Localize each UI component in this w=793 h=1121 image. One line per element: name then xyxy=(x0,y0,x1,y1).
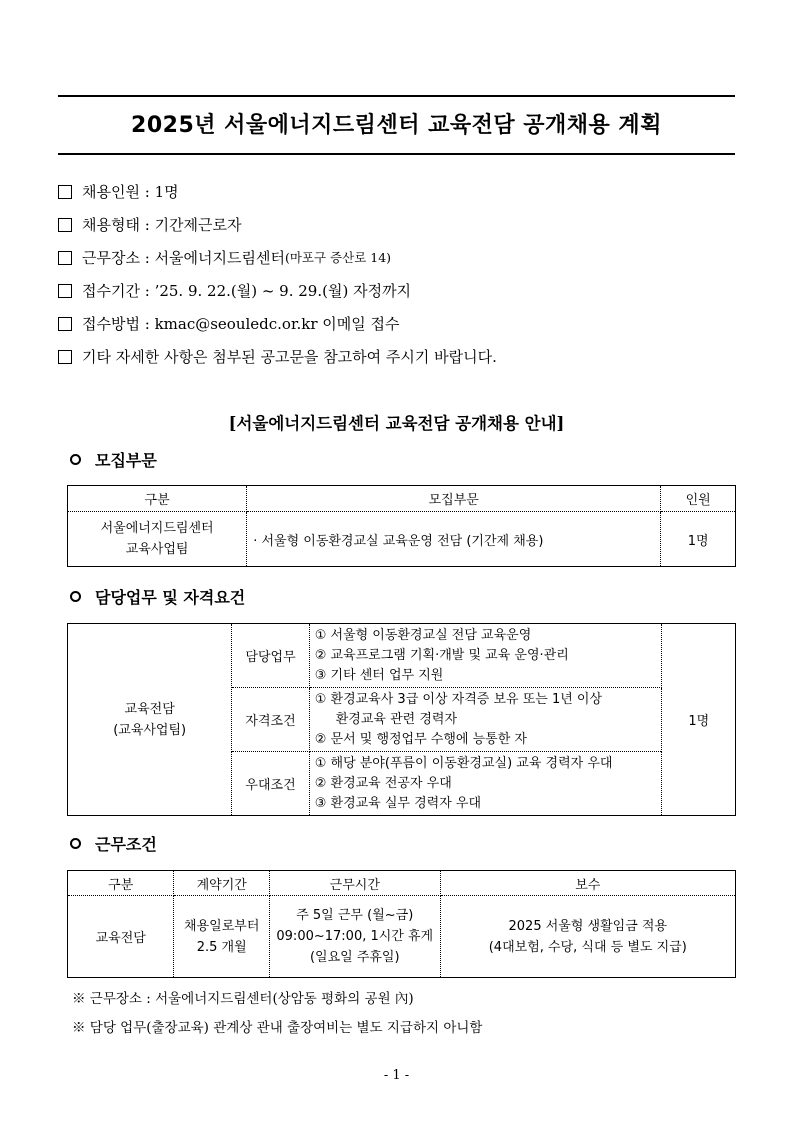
duty-line: ③ 기타 센터 업무 지원 xyxy=(314,667,444,683)
duty-line: ② 교육프로그램 기획·개발 및 교육 운영·관리 xyxy=(314,647,569,663)
group-lines-cell xyxy=(309,688,662,752)
group-label-cell: 담당업무 xyxy=(232,624,309,688)
section-heading-text: 모집부문 xyxy=(95,451,157,470)
recruitment-table xyxy=(67,485,736,567)
checkbox-square-icon xyxy=(58,185,72,199)
pay-line: (4대보험, 수당, 식대 등 별도 지급) xyxy=(488,939,687,955)
preference-line: ① 해당 분야(푸름이 이동환경교실) 교육 경력자 우대 xyxy=(314,755,613,771)
table-header-row xyxy=(68,871,736,896)
table-row xyxy=(68,624,736,688)
hours-line: 주 5일 근무 (월~금) xyxy=(296,908,414,923)
summary-label: 채용형태 xyxy=(82,215,140,234)
period-line: 2.5 개월 xyxy=(196,939,247,955)
work-conditions-table xyxy=(67,870,736,978)
summary-list xyxy=(58,175,738,373)
hours-cell xyxy=(270,896,441,978)
header-cell: 계약기간 xyxy=(174,871,270,896)
section-heading-text: 근무조건 xyxy=(95,835,157,854)
table-header-row xyxy=(68,486,736,512)
field-cell: · 서울형 이동환경교실 교육운영 전담 (기간제 채용) xyxy=(247,512,661,567)
hours-line: (일요일 주휴일) xyxy=(309,950,400,965)
summary-label: 접수기간 xyxy=(82,281,140,300)
summary-value: 서울에너지드림센터 xyxy=(154,248,285,267)
qualification-line: 환경교육 관련 경력자 xyxy=(335,711,458,727)
count-cell: 1명 xyxy=(661,512,736,567)
summary-label: 근무장소 xyxy=(82,248,140,267)
summary-value: 1명 xyxy=(154,182,179,201)
table-row xyxy=(68,896,736,978)
summary-item-headcount: 채용인원 : 1명 xyxy=(58,175,738,208)
period-line: 채용일로부터 xyxy=(184,918,260,934)
header-cell: 근무시간 xyxy=(270,871,441,896)
title-bottom-rule xyxy=(58,153,735,155)
duties-table xyxy=(67,623,736,816)
checkbox-square-icon xyxy=(58,284,72,298)
section-heading-duties xyxy=(70,585,245,608)
section-heading-text: 담당업무 및 자격요건 xyxy=(95,588,246,607)
duty-line: ① 서울형 이동환경교실 전담 교육운영 xyxy=(314,627,532,643)
notice-title: [서울에너지드림센터 교육전담 공개채용 안내] xyxy=(228,414,565,433)
position-line: (교육사업팀) xyxy=(113,722,187,738)
header-cell: 보수 xyxy=(440,871,735,896)
summary-note: (마포구 증산로 14) xyxy=(284,249,392,265)
section-heading-recruitment xyxy=(70,448,157,471)
division-cell xyxy=(68,512,247,567)
summary-item-application-period: 접수기간 : ’25. 9. 22.(월) ~ 9. 29.(월) 자정까지 xyxy=(58,274,738,307)
circle-bullet-icon xyxy=(70,591,81,602)
pay-cell xyxy=(440,896,735,978)
summary-item-other xyxy=(58,340,738,373)
summary-value: ’25. 9. 22.(월) ~ 9. 29.(월) 자정까지 xyxy=(154,281,412,300)
summary-label: 접수방법 xyxy=(82,314,140,333)
division-line: 교육사업팀 xyxy=(125,542,189,557)
summary-item-application-method: 접수방법 : kmac@seouledc.or.kr 이메일 접수 xyxy=(58,307,738,340)
header-cell: 구분 xyxy=(68,486,247,512)
page-number: - 1 - xyxy=(383,1068,410,1083)
group-lines-cell xyxy=(309,752,662,816)
summary-value: kmac@seouledc.or.kr 이메일 접수 xyxy=(154,314,400,333)
group-label-cell: 자격조건 xyxy=(232,688,309,752)
summary-value: 기간제근로자 xyxy=(154,215,242,234)
header-cell: 구분 xyxy=(68,871,174,896)
summary-item-workplace: 근무장소 : 서울에너지드림센터 (마포구 증산로 14) xyxy=(58,241,738,274)
summary-item-employment-type: 채용형태 : 기간제근로자 xyxy=(58,208,738,241)
pay-line: 2025 서울형 생활임금 적용 xyxy=(508,918,668,934)
circle-bullet-icon xyxy=(70,454,81,465)
footnote-workplace: ※ 근무장소 : 서울에너지드림센터(상암동 평화의 공원 內) xyxy=(72,991,414,1007)
summary-value: 기타 자세한 사항은 첨부된 공고문을 참고하여 주시기 바랍니다. xyxy=(82,347,497,366)
header-cell: 모집부문 xyxy=(247,486,661,512)
table-row xyxy=(68,512,736,567)
count-cell: 1명 xyxy=(662,624,736,816)
checkbox-square-icon xyxy=(58,251,72,265)
title-top-rule xyxy=(58,95,735,97)
header-cell: 인원 xyxy=(661,486,736,512)
group-lines-cell xyxy=(309,624,662,688)
document-title: 2025년 서울에너지드림센터 교육전담 공개채용 계획 xyxy=(131,113,662,138)
division-cell: 교육전담 xyxy=(68,896,174,978)
checkbox-square-icon xyxy=(58,218,72,232)
preference-line: ② 환경교육 전공자 우대 xyxy=(314,775,452,791)
group-label-cell: 우대조건 xyxy=(232,752,309,816)
section-heading-conditions xyxy=(70,832,157,855)
footnote-travel-expense: ※ 담당 업무(출장교육) 관계상 관내 출장여비는 별도 지급하지 아니함 xyxy=(72,1020,483,1036)
footnotes xyxy=(72,985,482,1043)
position-cell xyxy=(68,624,232,816)
qualification-line: ② 문서 및 행정업무 수행에 능통한 자 xyxy=(314,731,527,747)
division-line: 서울에너지드림센터 xyxy=(100,521,214,536)
period-cell xyxy=(174,896,270,978)
qualification-line: ① 환경교육사 3급 이상 자격증 보유 또는 1년 이상 xyxy=(314,691,603,707)
preference-line: ③ 환경교육 실무 경력자 우대 xyxy=(314,795,482,811)
checkbox-square-icon xyxy=(58,350,72,364)
position-line: 교육전담 xyxy=(124,701,175,717)
circle-bullet-icon xyxy=(70,838,81,849)
hours-line: 09:00~17:00, 1시간 휴게 xyxy=(276,929,434,944)
checkbox-square-icon xyxy=(58,317,72,331)
summary-label: 채용인원 xyxy=(82,182,140,201)
